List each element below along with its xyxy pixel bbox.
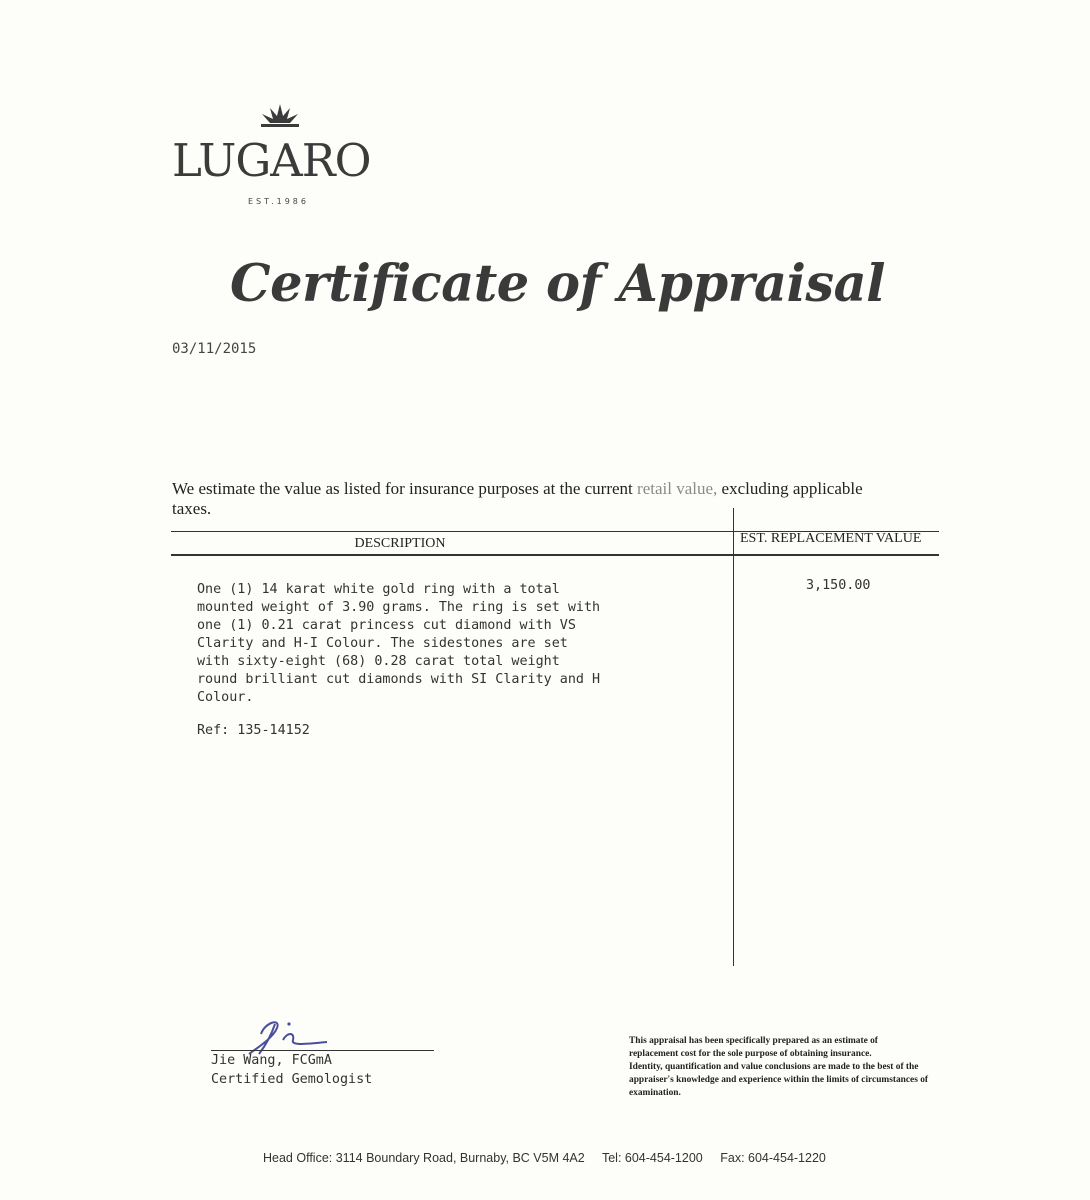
item-description bbox=[197, 581, 697, 707]
signature-line bbox=[211, 1050, 434, 1051]
description-header: DESCRIPTION bbox=[354, 536, 446, 551]
table-column-divider bbox=[733, 508, 734, 966]
value-header: EST. REPLACEMENT VALUE bbox=[740, 531, 922, 546]
intro-end: excluding applicable taxes. bbox=[172, 479, 863, 518]
disclaimer bbox=[629, 1035, 929, 1100]
appraisal-date: 03/11/2015 bbox=[172, 341, 257, 357]
signatory-name: Jie Wang, FCGmA bbox=[211, 1053, 332, 1068]
intro-main: We estimate the value as listed for insurance purposes at the current bbox=[172, 479, 638, 498]
disclaimer-paragraph: Identity, quantification and value conclusions are made to the best of the appraiser's knowledge and experience within the limits of circumstances of examination. bbox=[629, 1062, 929, 1098]
description-line: Colour. bbox=[197, 690, 254, 705]
description-line: mounted weight of 3.90 grams. The ring is set with bbox=[197, 600, 601, 615]
signature-mark bbox=[235, 1014, 335, 1058]
intro-statement bbox=[172, 479, 872, 519]
signatory-title: Certified Gemologist bbox=[211, 1072, 373, 1087]
brand-logo: LUGARO bbox=[172, 134, 371, 187]
description-line: one (1) 0.21 carat princess cut diamond with VS bbox=[197, 618, 576, 633]
item-value: 3,150.00 bbox=[806, 578, 871, 593]
table-header-rule bbox=[171, 554, 939, 556]
disclaimer-paragraph: This appraisal has been specifically prepared as an estimate of replacement cost for the sole purpose of obtaining insurance. bbox=[629, 1036, 878, 1059]
description-line: Clarity and H-I Colour. The sidestones are set bbox=[197, 636, 568, 651]
intro-faded: retail value, bbox=[637, 479, 718, 498]
crown-icon bbox=[258, 104, 302, 128]
established-year: EST.1986 bbox=[248, 197, 309, 206]
footer-fax: Fax: 604-454-1220 bbox=[720, 1151, 826, 1165]
footer-address: Head Office: 3114 Boundary Road, Burnaby, BC V5M 4A2 bbox=[263, 1151, 585, 1165]
document-title: Certificate of Appraisal bbox=[230, 254, 886, 314]
description-line: with sixty-eight (68) 0.28 carat total weight bbox=[197, 654, 560, 669]
footer-contact bbox=[263, 1151, 840, 1165]
item-reference: Ref: 135-14152 bbox=[197, 723, 310, 738]
description-line: round brilliant cut diamonds with SI Clarity and H bbox=[197, 672, 601, 687]
footer-tel: Tel: 604-454-1200 bbox=[601, 1151, 703, 1165]
description-line: One (1) 14 karat white gold ring with a total bbox=[197, 582, 560, 597]
